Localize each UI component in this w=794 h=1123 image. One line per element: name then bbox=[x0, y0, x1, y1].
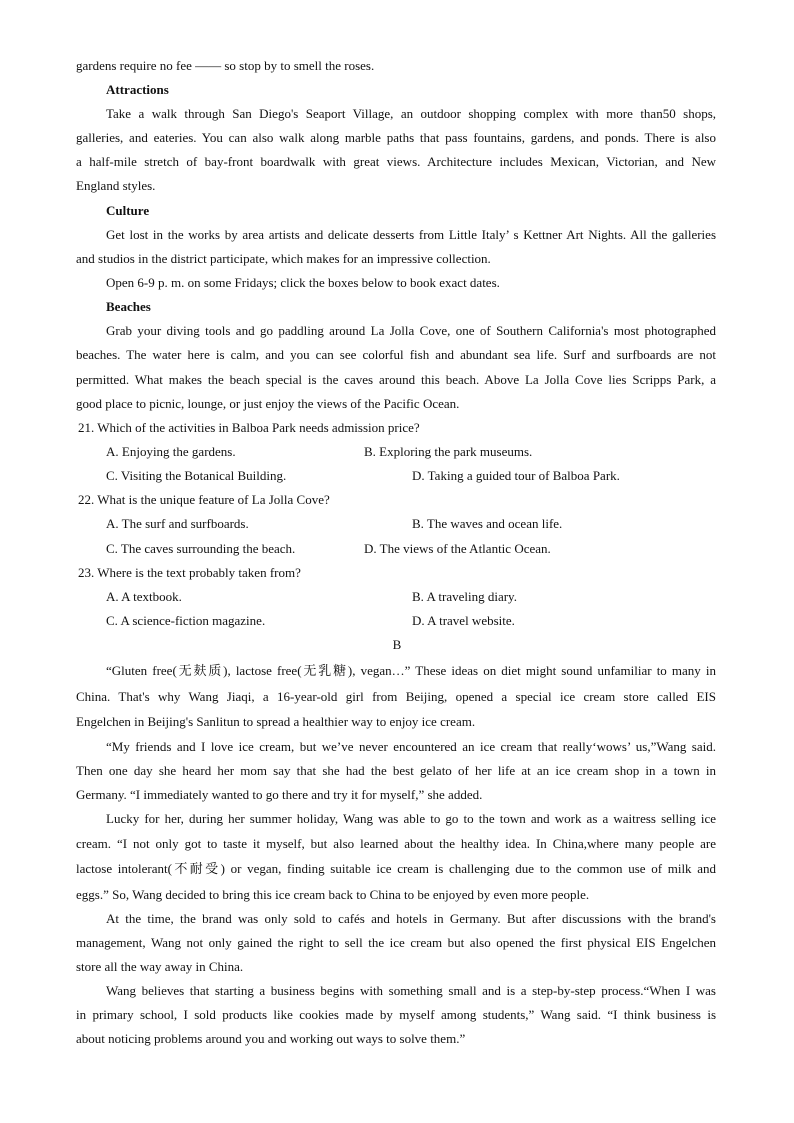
attractions-line: galleries, and eateries. You can also walk along marble paths that pass fountains, gardens, and ponds. There is also bbox=[76, 130, 716, 145]
passage-b-line: China. That's why Wang Jiaqi, a 16-year-old girl from Beijing, opened a special ice cream store called EIS bbox=[76, 689, 716, 704]
answer-option: B. Exploring the park museums. bbox=[364, 444, 533, 459]
answer-option: D. Taking a guided tour of Balboa Park. bbox=[412, 468, 620, 483]
passage-b-line: in primary school, I sold products like cookies made by myself among students,” Wang said. “I think business is bbox=[76, 1007, 716, 1022]
answer-option: A. The surf and surfboards. bbox=[106, 516, 249, 531]
culture-heading: Culture bbox=[106, 203, 150, 218]
passage-b-line: Germany. “I immediately wanted to go there and try it for myself,” she added. bbox=[76, 787, 483, 802]
question-stem: 22. What is the unique feature of La Jolla Cove? bbox=[78, 492, 330, 507]
attractions-line: Take a walk through San Diego's Seaport Village, an outdoor shopping complex with more than50 shops, bbox=[106, 106, 716, 121]
attractions-line: England styles. bbox=[76, 178, 156, 193]
passage-b-line: “Gluten free(无麸质), lactose free(无乳糖), vegan…” These ideas on diet might sound unfamiliar to many in bbox=[106, 663, 716, 678]
answer-option: B. The waves and ocean life. bbox=[412, 516, 563, 531]
attractions-line: a half-mile stretch of bay-front boardwalk with great views. Architecture includes Mexican, Victorian, and New bbox=[76, 154, 716, 169]
answer-option: B. A traveling diary. bbox=[412, 589, 517, 604]
passage-b-line: about noticing problems around you and working out ways to solve them.” bbox=[76, 1031, 466, 1046]
attractions-heading: Attractions bbox=[106, 82, 169, 97]
beaches-line: Grab your diving tools and go paddling around La Jolla Cove, one of Southern California's most photographed bbox=[106, 323, 716, 338]
answer-option: C. A science-fiction magazine. bbox=[106, 613, 266, 628]
answer-option: D. A travel website. bbox=[412, 613, 515, 628]
question-stem: 21. Which of the activities in Balboa Park needs admission price? bbox=[78, 420, 420, 435]
passage-b-line: At the time, the brand was only sold to cafés and hotels in Germany. But after discussions with the brand's bbox=[106, 911, 716, 926]
answer-option: A. Enjoying the gardens. bbox=[106, 444, 236, 459]
passage-b-line: Wang believes that starting a business begins with something small and is a step-by-step process.“When I was bbox=[106, 983, 716, 998]
passage-b-line: lactose intolerant(不耐受) or vegan, finding suitable ice cream is challenging due to the common use of milk and bbox=[76, 861, 716, 876]
passage-b-line: Engelchen in Beijing's Sanlitun to spread a healthier way to enjoy ice cream. bbox=[76, 714, 476, 729]
answer-option: D. The views of the Atlantic Ocean. bbox=[364, 541, 551, 556]
passage-b-line: “My friends and I love ice cream, but we’ve never encountered an ice cream that really‘wows’ us,”Wang said. bbox=[106, 739, 716, 754]
passage-b-line: eggs.” So, Wang decided to bring this ice cream back to China to be enjoyed by even more people. bbox=[76, 887, 590, 902]
question-stem: 23. Where is the text probably taken from? bbox=[78, 565, 301, 580]
passage-b-line: Lucky for her, during her summer holiday, Wang was able to go to the town and work as a waitress selling ice bbox=[106, 811, 716, 826]
passage-b-line: store all the way away in China. bbox=[76, 959, 244, 974]
culture-line: and studios in the district participate, which makes for an impressive collection. bbox=[76, 251, 491, 266]
beaches-heading: Beaches bbox=[106, 299, 151, 314]
answer-option: A. A textbook. bbox=[106, 589, 182, 604]
passage-b-line: cream. “I not only got to taste it myself, but also learned about the healthy idea. In China,where many people are bbox=[76, 836, 716, 851]
culture-line: Get lost in the works by area artists and delicate desserts from Little Italy’ s Kettner Art Nights. All the galleries bbox=[106, 227, 716, 242]
passage-b-line: Then one day she heard her mom say that she had the best gelato of her life at an ice cream shop in a town in bbox=[76, 763, 716, 778]
passage-b-line: management, Wang not only gained the right to sell the ice cream but also opened the first physical EIS Engelchen bbox=[76, 935, 716, 950]
passage-b-label: B bbox=[392, 637, 402, 652]
answer-option: C. Visiting the Botanical Building. bbox=[106, 468, 287, 483]
beaches-line: permitted. What makes the beach special is the caves around this beach. Above La Jolla Cove lies Scripps Park, a bbox=[76, 372, 716, 387]
intro-tail-line: gardens require no fee —— so stop by to smell the roses. bbox=[76, 58, 375, 73]
culture-line: Open 6-9 p. m. on some Fridays; click the boxes below to book exact dates. bbox=[106, 275, 500, 290]
beaches-line: good place to picnic, lounge, or just enjoy the views of the Pacific Ocean. bbox=[76, 396, 460, 411]
answer-option: C. The caves surrounding the beach. bbox=[106, 541, 296, 556]
beaches-line: beaches. The water here is calm, and you can see colorful fish and abundant sea life. Surf and surfboards are not bbox=[76, 347, 716, 362]
